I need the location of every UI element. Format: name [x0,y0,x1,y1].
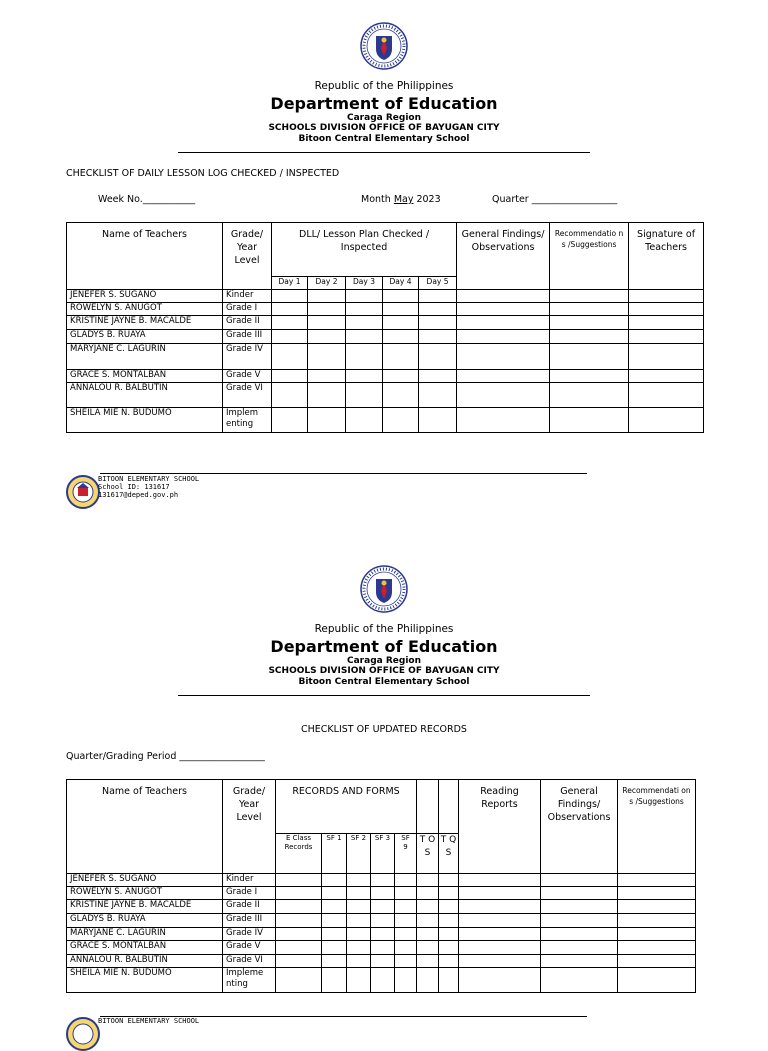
teacher-name: GLADYS B. RUAYA [67,330,223,344]
sf3-header: SF 3 [371,834,395,874]
col-reading-reports: Reading Reports [459,780,541,874]
e-class-records-header: E Class Records [276,834,322,874]
footer-school-name: BITOON ELEMENTARY SCHOOL [98,475,200,483]
day-1-header: Day 1 [272,277,308,290]
month-label: Month [361,194,391,205]
table-row [67,290,704,303]
table-row [67,330,704,344]
day-4-header: Day 4 [383,277,419,290]
footer-school-name: BITOON ELEMENTARY SCHOOL [98,1017,200,1025]
teacher-name: ANNALOU R. BALBUTIN [67,955,223,968]
col-general-findings: General Findings/ Observations [457,223,550,290]
teacher-name: ROWELYN S. ANUGOT [67,887,223,900]
col-records-and-forms: RECORDS AND FORMS [276,780,417,834]
records-checklist-title: CHECKLIST OF UPDATED RECORDS [301,724,467,735]
grade-level: Grade V [223,370,272,383]
week-field: Week No.___________ [98,194,196,205]
tqs-header: T Q S [439,834,459,874]
teacher-name: GRACE S. MONTALBAN [67,941,223,955]
teacher-name: MARYJANE C. LAGURIN [67,344,223,370]
grading-period-field: Quarter/Grading Period __________________ [66,751,265,762]
table-row [67,344,704,370]
grade-level: Implem enting [223,408,272,433]
table-row [67,383,704,408]
dll-checklist-table [66,222,704,433]
grade-level: Impleme nting [223,968,276,993]
teacher-name: ROWELYN S. ANUGOT [67,303,223,316]
department-title: Department of Education [270,94,498,113]
grade-level: Kinder [223,874,276,887]
school-seal-icon [66,1017,100,1051]
col-name-of-teachers: Name of Teachers [67,223,223,290]
grade-level: Grade IV [223,344,272,370]
sf9-header: SF 9 [395,834,417,874]
republic-text: Republic of the Philippines [314,80,454,92]
grade-level: Grade IV [223,928,276,941]
table-row [67,928,696,941]
grade-level: Grade VI [223,383,272,408]
table-row [67,941,696,955]
quarter-field: Quarter __________________ [492,194,618,205]
month-field [361,194,441,205]
grade-level: Grade III [223,330,272,344]
table-row [67,968,696,993]
school-text: Bitoon Central Elementary School [298,134,470,144]
footer-email: 131617@deped.gov.ph [98,491,179,499]
school-text: Bitoon Central Elementary School [298,677,470,687]
table-row [67,303,704,316]
teacher-name: KRISTINE JAYNE B. MACALDE [67,316,223,330]
teacher-name: MARYJANE C. LAGURIN [67,928,223,941]
grade-level: Grade II [223,316,272,330]
grade-level: Grade III [223,914,276,928]
division-text: SCHOOLS DIVISION OFFICE OF BAYUGAN CITY [268,123,500,133]
grade-level: Grade VI [223,955,276,968]
grade-level: Kinder [223,290,272,303]
table-row [67,370,704,383]
sf2-header: SF 2 [347,834,371,874]
year-value: 2023 [413,194,441,205]
col-grade-level: Grade/ Year Level [223,223,272,290]
col-recommendations: Recommendati ons /Suggestions [618,780,696,874]
table-row [67,955,696,968]
teacher-name: SHEILA MIE N. BUDUMO [67,968,223,993]
sf1-header: SF 1 [322,834,347,874]
day-3-header: Day 3 [346,277,383,290]
teacher-name: KRISTINE JAYNE B. MACALDE [67,900,223,914]
region-text: Caraga Region [347,656,421,666]
teacher-name: GRACE S. MONTALBAN [67,370,223,383]
grade-level: Grade V [223,941,276,955]
table-row [67,914,696,928]
day-2-header: Day 2 [308,277,346,290]
table-row [67,887,696,900]
header-divider [178,695,590,696]
table-row [67,874,696,887]
region-text: Caraga Region [347,113,421,123]
table-row [67,316,704,330]
department-title: Department of Education [270,637,498,656]
republic-text: Republic of the Philippines [314,623,454,635]
table-row [67,408,704,433]
grade-level: Grade I [223,887,276,900]
col-dll-checked: DLL/ Lesson Plan Checked / Inspected [272,223,457,277]
grade-level: Grade I [223,303,272,316]
school-seal-icon [66,475,100,509]
col-name-of-teachers: Name of Teachers [67,780,223,874]
col-general-findings: General Findings/ Observations [541,780,618,874]
col-signature: Signature of Teachers [629,223,704,290]
records-checklist-table [66,779,696,993]
col-grade-level: Grade/ Year Level [223,780,276,874]
header-divider [178,152,590,153]
division-text: SCHOOLS DIVISION OFFICE OF BAYUGAN CITY [268,666,500,676]
teacher-name: SHEILA MIE N. BUDUMO [67,408,223,433]
footer-divider [100,473,587,474]
table-row [67,900,696,914]
teacher-name: JENEFER S. SUGANO [67,290,223,303]
footer-school-id: School ID: 131617 [98,483,170,491]
month-value: May [393,194,414,205]
deped-seal-icon [360,22,408,70]
col-recommendations: Recommendatio ns /Suggestions [550,223,629,290]
grade-level: Grade II [223,900,276,914]
day-5-header: Day 5 [419,277,457,290]
teacher-name: ANNALOU R. BALBUTIN [67,383,223,408]
deped-seal-icon [360,565,408,613]
dll-checklist-title: CHECKLIST OF DAILY LESSON LOG CHECKED / INSPECTED [66,168,340,179]
teacher-name: JENEFER S. SUGANO [67,874,223,887]
tos-header: T O S [417,834,439,874]
teacher-name: GLADYS B. RUAYA [67,914,223,928]
